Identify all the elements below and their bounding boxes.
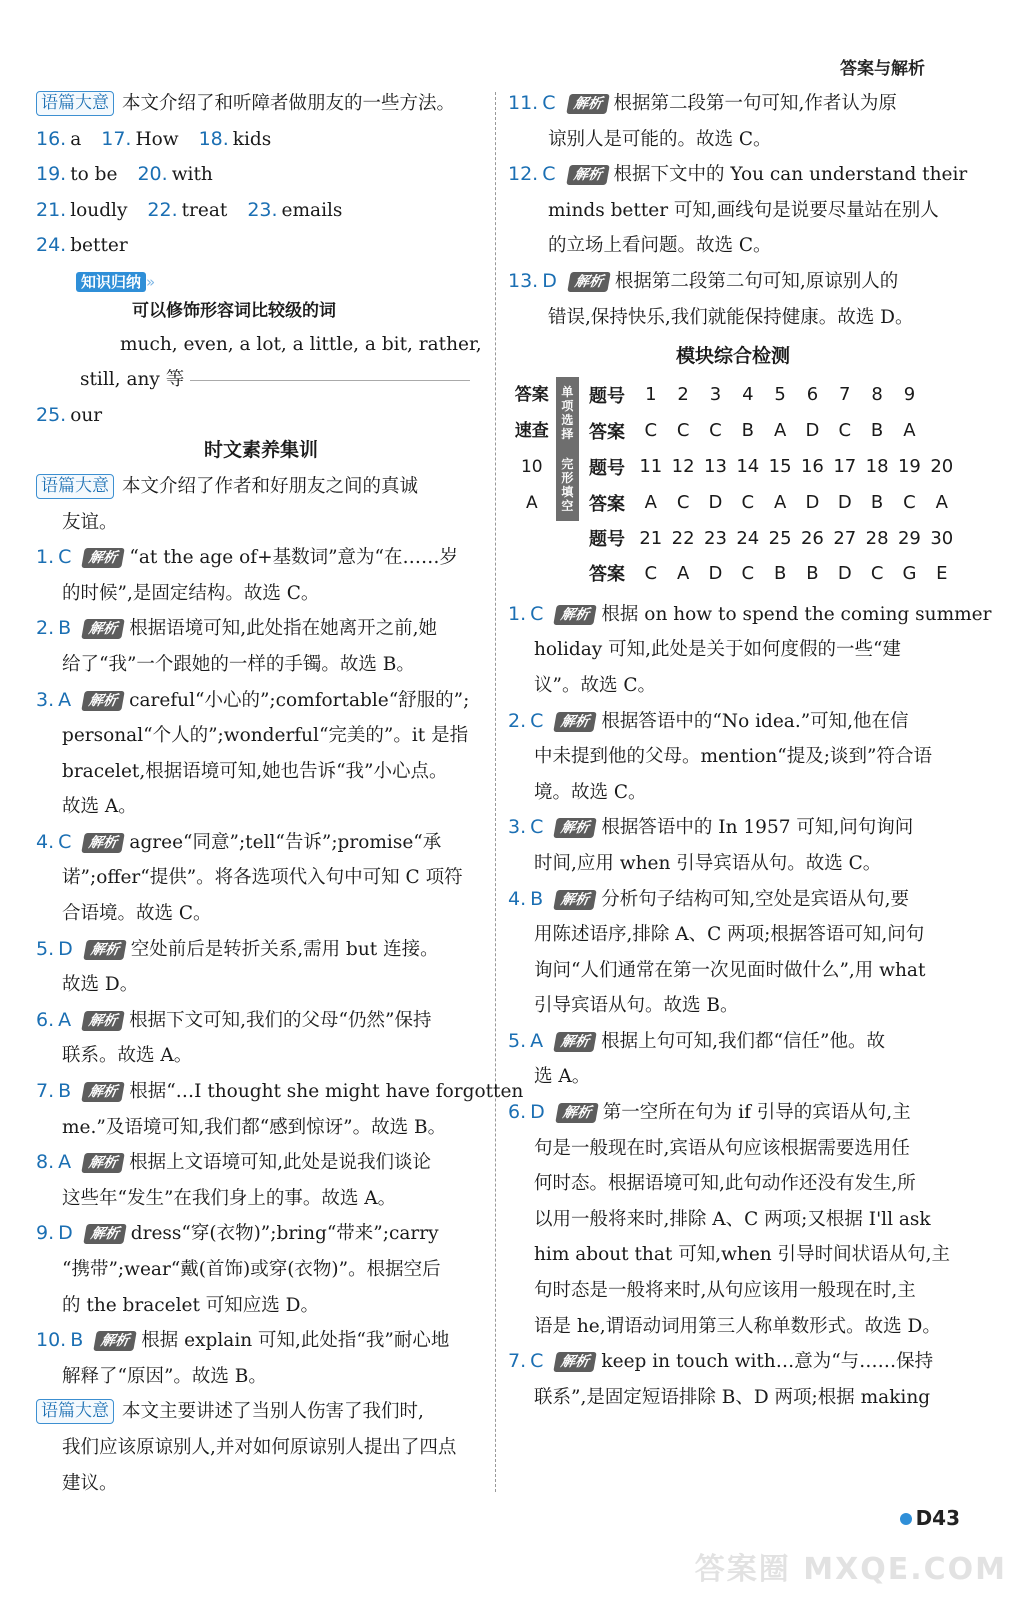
answer-cell: D	[805, 492, 820, 514]
question-number: 12	[671, 456, 695, 478]
answer-item-cont	[36, 1181, 486, 1217]
answer-item-cont	[36, 754, 486, 790]
item-answer: C	[530, 1350, 544, 1373]
item-answer: a	[70, 128, 82, 150]
item-explanation: agree“同意”;tell“告诉”;promise“承	[129, 831, 442, 853]
analysis-tag: 解析	[83, 940, 127, 960]
question-number: 5	[774, 384, 786, 406]
item-answer: loudly	[70, 199, 128, 221]
analysis-tag: 解析	[94, 1331, 138, 1351]
item-number: 2.	[508, 709, 527, 732]
item-explanation: 合语境。故选 C。	[62, 903, 212, 925]
fill-row	[36, 228, 486, 264]
answer-item	[36, 825, 486, 861]
item-answer: kids	[232, 128, 272, 150]
item-number: 11.	[508, 92, 539, 114]
analysis-tag: 解析	[83, 1224, 127, 1244]
summary-2-cont: 友谊。	[62, 511, 118, 533]
answer-item-cont	[508, 1131, 958, 1167]
fill-row	[36, 193, 486, 229]
item-explanation: 故选 D。	[62, 974, 139, 996]
answer-item-cont	[508, 632, 958, 668]
page-dot-icon	[900, 1513, 912, 1525]
analysis-tag: 解析	[566, 94, 610, 114]
question-number: 6	[806, 384, 819, 406]
section-title-reading: 时文素养集训	[203, 439, 318, 462]
question-number: 11	[639, 456, 663, 478]
summary-tag: 语篇大意	[36, 474, 114, 499]
item-number: 5.	[508, 1029, 527, 1052]
item-number: 5.	[36, 937, 55, 960]
item-number: 4.	[36, 830, 55, 853]
item-number: 24.	[36, 234, 67, 257]
column-divider	[495, 92, 496, 1492]
analysis-tag: 解析	[554, 605, 598, 625]
question-number: 13	[704, 456, 727, 478]
analysis-tag: 解析	[554, 1352, 598, 1372]
answer-item	[508, 1344, 958, 1380]
analysis-tag: 解析	[82, 548, 126, 568]
answer-item-cont	[36, 1110, 486, 1146]
page-header: 答案与解析	[840, 59, 925, 79]
question-number: 21	[639, 527, 663, 549]
item-explanation: 诺”;offer“提供”。将各选项代入句中可知 C 项符	[62, 867, 463, 889]
item-explanation: 选 A。	[534, 1066, 591, 1088]
item-explanation: “携带”;wear“戴(首饰)或穿(衣物)”。根据空后	[62, 1259, 441, 1280]
analysis-tag: 解析	[554, 818, 598, 838]
item-answer: A	[58, 688, 72, 711]
analysis-tag: 解析	[555, 1103, 599, 1123]
answer-item	[508, 157, 968, 193]
answer-item	[36, 1216, 486, 1252]
answer-item	[36, 1145, 486, 1181]
knowledge-title: 可以修饰形容词比较级的词	[132, 300, 336, 321]
answer-item-cont	[508, 193, 958, 229]
item-answer: D	[542, 269, 557, 292]
analysis-tag: 解析	[567, 272, 611, 292]
question-number: 4	[742, 384, 754, 406]
item-number: 2.	[36, 617, 55, 640]
item-answer: with	[171, 164, 213, 186]
item-explanation: 根据语境可知,此处指在她离开之前,她	[129, 618, 437, 640]
category-cloze: 完 形 填 空	[556, 449, 580, 521]
category-reading: 阅 读 理 解	[508, 521, 579, 591]
item-number: 3.	[508, 816, 527, 839]
right-answer-list	[508, 597, 992, 1416]
answer-item-cont	[36, 576, 486, 612]
item-explanation: 句是一般现在时,宾语从句应该根据需要选用任	[534, 1137, 910, 1159]
answer-item-cont	[508, 846, 958, 882]
item-number: 3.	[36, 688, 55, 711]
answer-cell: C	[644, 562, 658, 584]
answer-item-cont	[508, 1309, 958, 1345]
item-explanation: 询问“人们通常在第一次见面时做什么”,用 what	[534, 959, 926, 981]
answer-cell: B	[806, 562, 819, 584]
question-number: 1	[645, 384, 657, 406]
answer-cell: A	[525, 492, 538, 513]
analysis-tag: 解析	[553, 1032, 597, 1052]
answer-item-cont	[508, 1237, 958, 1273]
analysis-tag: 解析	[81, 1153, 125, 1173]
knowledge-line-2: still, any 等	[36, 362, 486, 398]
answer-cell: C	[838, 420, 852, 442]
answer-label: 答案	[588, 421, 625, 443]
item-answer: C	[58, 830, 72, 853]
answer-item-cont	[36, 860, 486, 896]
question-number: 26	[800, 527, 824, 549]
answer-cell: C	[741, 562, 755, 584]
item-explanation: 故选 A。	[62, 796, 137, 818]
question-number: 3	[709, 384, 722, 406]
item-25: 25. our	[36, 403, 103, 426]
item-explanation: holiday 可知,此处是关于如何度假的一些“建	[534, 639, 901, 661]
answer-cell: D	[805, 420, 820, 442]
item-explanation: 根据第二段第一句可知,作者认为原	[613, 93, 897, 114]
question-number: 10	[520, 456, 543, 477]
item-number: 6.	[36, 1008, 55, 1031]
question-number-label: 题号	[588, 385, 625, 407]
left-answer-list	[36, 540, 524, 1394]
item-explanation: 引导宾语从句。故选 B。	[534, 995, 739, 1017]
answer-cell: D	[837, 492, 852, 514]
item-explanation: 根据上句可知,我们都“信任”他。故	[601, 1030, 885, 1052]
answer-label: 答案	[588, 493, 625, 515]
question-number: 14	[736, 456, 760, 478]
answer-item-cont	[36, 1038, 486, 1074]
answer-cell: D	[708, 492, 723, 514]
question-number-label: 题号	[588, 529, 625, 551]
answer-item	[36, 1003, 486, 1039]
question-number: 23	[704, 527, 727, 549]
question-number: 25	[768, 527, 792, 549]
item-explanation: 根据 on how to spend the coming summer	[601, 603, 992, 625]
question-number: 24	[736, 527, 760, 549]
item-answer: treat	[181, 199, 228, 221]
analysis-tag: 解析	[82, 833, 126, 853]
item-number: 10.	[36, 1329, 67, 1352]
item-number: 1.	[36, 546, 55, 569]
watermark-logo: 答案圈 MXQE.COM	[694, 1552, 1007, 1587]
answer-item-cont	[508, 1059, 958, 1095]
item-explanation: 错误,保持快乐,我们就能保持健康。故选 D。	[548, 306, 914, 328]
item-answer: B	[70, 1329, 84, 1352]
item-answer: C	[530, 602, 544, 625]
item-answer: C	[530, 709, 544, 732]
item-answer: B	[530, 887, 544, 910]
item-number: 12.	[508, 163, 539, 186]
answer-item	[36, 540, 486, 576]
item-explanation: 的时候”,是固定结构。故选 C。	[62, 582, 320, 604]
answer-cell: B	[870, 420, 884, 442]
answer-item-cont	[508, 917, 958, 953]
answer-item	[36, 932, 486, 968]
item-explanation: 这些年“发生”在我们身上的事。故选 A。	[62, 1187, 397, 1209]
item-explanation: 时间,应用 when 引导宾语从句。故选 C。	[534, 852, 882, 874]
answer-item-cont	[508, 1166, 958, 1202]
answer-cell: B	[773, 562, 787, 584]
question-number: 29	[897, 527, 921, 549]
item-explanation: 分析句子结构可知,空处是宾语从句,要	[601, 888, 909, 910]
answer-cell: A	[903, 420, 916, 442]
answer-cell: C	[676, 492, 690, 514]
item-number: 23.	[247, 198, 278, 221]
answer-cell: G	[902, 562, 917, 584]
answer-item-cont	[508, 1202, 958, 1238]
right-column	[508, 86, 992, 1415]
answer-item-cont	[36, 896, 486, 932]
item-explanation: 根据第二段第二句可知,原谅别人的	[614, 270, 899, 292]
item-explanation: “at the age of+基数词”意为“在……岁	[129, 547, 459, 569]
answer-item	[508, 1024, 958, 1060]
answer-item-cont	[36, 1359, 486, 1395]
answer-item	[508, 86, 958, 122]
item-number: 21.	[36, 198, 67, 221]
answer-cell: A	[773, 492, 787, 514]
question-number: 2	[677, 384, 689, 406]
item-explanation: 谅别人是可能的。故选 C。	[548, 128, 772, 150]
question-number: 8	[871, 384, 883, 406]
summary-3-cont: 我们应该原谅别人,并对如何原谅别人提出了四点	[62, 1436, 457, 1458]
answer-item-cont	[508, 122, 958, 158]
summary-3: 语篇大意 本文主要讲述了当别人伤害了我们时,	[36, 1394, 486, 1430]
answer-item	[36, 611, 486, 647]
item-explanation: 何时态。根据语境可知,此句动作还没有发生,所	[534, 1173, 916, 1195]
item-explanation: 根据答语中的 In 1957 可知,问句询问	[601, 817, 914, 839]
item-explanation: 解释了“原因”。故选 B。	[62, 1365, 267, 1387]
item-answer: C	[530, 816, 544, 839]
item-number: 22.	[147, 198, 178, 221]
summary-tag: 语篇大意	[36, 91, 114, 116]
item-explanation: 第一空所在句为 if 引导的宾语从句,主	[602, 1102, 911, 1124]
question-number: 20	[930, 456, 954, 478]
answer-quick-table	[508, 377, 958, 591]
answer-cell: C	[741, 492, 755, 514]
item-number: 1.	[508, 602, 527, 625]
answer-item	[508, 597, 992, 633]
item-number: 4.	[508, 887, 527, 910]
item-answer: C	[58, 546, 72, 569]
analysis-tag: 解析	[566, 165, 610, 185]
answer-item	[36, 1323, 486, 1359]
fill-row	[36, 122, 486, 158]
answer-cell: D	[708, 562, 723, 584]
item-answer: A	[58, 1008, 72, 1031]
item-explanation: 根据下文可知,我们的父母“仍然”保持	[129, 1009, 432, 1031]
answer-item-cont	[36, 967, 486, 1003]
question-number-label: 题号	[588, 457, 625, 479]
item-number: 16.	[36, 127, 67, 150]
right-top-answer-list	[508, 86, 968, 335]
summary-tag: 语篇大意	[36, 1399, 114, 1424]
question-number: 15	[768, 456, 792, 478]
double-chevron-icon: »	[146, 272, 156, 291]
item-number: 18.	[198, 127, 229, 150]
item-number: 9.	[36, 1222, 55, 1245]
item-answer: D	[58, 1222, 73, 1245]
answer-item	[36, 683, 486, 719]
item-explanation: 的 the bracelet 可知应选 D。	[62, 1294, 319, 1316]
item-answer: B	[58, 1080, 72, 1103]
item-explanation: me.”及语境可知,我们都“感到惊讶”。故选 B。	[62, 1116, 447, 1138]
answer-item-cont	[508, 1273, 958, 1309]
item-number: 19.	[36, 163, 67, 186]
knowledge-line-1: much, even, a lot, a little, a bit, rather,	[120, 333, 482, 355]
answer-cell: E	[936, 562, 948, 584]
question-number: 27	[833, 527, 857, 549]
answer-item-cont	[36, 647, 486, 683]
answer-item-cont	[508, 739, 958, 775]
answer-item	[508, 264, 958, 300]
item-number: 8.	[36, 1151, 55, 1174]
analysis-tag: 解析	[81, 619, 125, 639]
item-answer: How	[135, 128, 179, 150]
answer-item-cont	[508, 1380, 958, 1416]
item-explanation: 根据答语中的“No idea.”可知,他在信	[601, 710, 909, 732]
item-explanation: 用陈述语序,排除 A、C 两项;根据答语可知,问句	[534, 924, 925, 946]
item-number: 20.	[137, 163, 168, 186]
item-answer: emails	[281, 199, 343, 221]
summary-2: 语篇大意 本文介绍了作者和好朋友之间的真诚	[36, 469, 486, 505]
answer-item-cont	[508, 775, 958, 811]
answer-cell: B	[741, 420, 754, 442]
knowledge-rule	[190, 380, 470, 381]
item-answer: C	[542, 92, 556, 114]
answer-item-cont	[36, 718, 486, 754]
summary-3-cont: 建议。	[62, 1472, 118, 1494]
item-answer: C	[542, 163, 556, 186]
answer-item	[508, 1095, 958, 1131]
answer-item-cont	[36, 1252, 486, 1288]
answer-cell: C	[709, 420, 722, 442]
summary-1: 语篇大意 本文介绍了和听障者做朋友的一些方法。	[36, 86, 486, 122]
fill-row	[36, 157, 486, 193]
item-explanation: 境。故选 C。	[534, 781, 647, 803]
question-number: 30	[930, 527, 954, 549]
item-explanation: 联系”,是固定短语排除 B、D 两项;根据 making	[534, 1386, 931, 1408]
item-explanation: 给了“我”一个跟她的一样的手镯。故选 B。	[62, 653, 415, 675]
item-explanation: him about that 可知,when 引导时间状语从句,主	[534, 1244, 950, 1266]
item-explanation: bracelet,根据语境可知,她也告诉“我”小心点。	[62, 760, 448, 782]
analysis-tag: 解析	[81, 1082, 125, 1102]
section-title-module-test: 模块综合检测	[675, 345, 790, 368]
item-answer: to be	[70, 164, 118, 186]
item-explanation: 议”。故选 C。	[534, 674, 656, 696]
item-number: 7.	[36, 1080, 55, 1103]
item-explanation: 中未提到他的父母。mention“提及;谈到”符合语	[534, 746, 932, 768]
answer-label: 答案	[588, 564, 625, 586]
answer-cell: D	[837, 562, 852, 584]
item-explanation: 根据 explain 可知,此处指“我”耐心地	[141, 1330, 450, 1352]
answer-cell: C	[676, 420, 690, 442]
item-answer: B	[58, 617, 72, 640]
answer-item	[508, 882, 958, 918]
answer-item-cont	[508, 668, 958, 704]
item-answer: A	[530, 1029, 544, 1052]
answer-item-cont	[36, 789, 486, 825]
knowledge-tag: 知识归纳	[76, 272, 146, 292]
item-explanation: 根据下文中的 You can understand their	[613, 164, 968, 186]
question-number: 18	[865, 456, 889, 478]
answer-item-cont	[508, 988, 958, 1024]
item-explanation: 联系。故选 A。	[62, 1045, 193, 1067]
question-number: 17	[833, 456, 857, 478]
answer-item-cont	[36, 1288, 486, 1324]
item-explanation: 以用一般将来时,排除 A、C 两项;又根据 I'll ask	[534, 1208, 931, 1230]
item-number: 17.	[101, 127, 132, 150]
analysis-tag: 解析	[554, 712, 598, 732]
item-explanation: keep in touch with…意为“与……保持	[601, 1351, 934, 1373]
answer-item	[508, 810, 958, 846]
item-answer: A	[58, 1151, 72, 1174]
answer-cell: B	[870, 492, 884, 514]
question-number: 19	[897, 456, 921, 478]
item-explanation: 语是 he,谓语动词用第三人称单数形式。故选 D。	[534, 1315, 941, 1337]
answer-item	[36, 1074, 524, 1110]
item-explanation: minds better 可知,画线句是说要尽量站在别人	[548, 199, 939, 221]
item-explanation: dress“穿(衣物)”;bring“带来”;carry	[130, 1223, 439, 1245]
answer-cell: C	[903, 492, 916, 514]
analysis-tag: 解析	[81, 1011, 125, 1031]
answer-item-cont	[508, 300, 958, 336]
item-number: 7.	[508, 1350, 527, 1373]
category-single-choice: 单 项 选 择	[556, 377, 580, 449]
question-number: 22	[671, 527, 695, 549]
quick-label: 答案 速查	[514, 384, 549, 441]
item-number: 13.	[508, 269, 539, 292]
fill-in-answers	[36, 122, 486, 264]
question-number: 16	[800, 456, 824, 478]
question-number: 9	[903, 384, 916, 406]
item-answer: D	[530, 1101, 545, 1124]
item-answer: D	[58, 937, 73, 960]
analysis-tag: 解析	[81, 691, 125, 711]
answer-cell: A	[773, 420, 787, 442]
item-explanation: 根据上文语境可知,此处是说我们谈论	[129, 1152, 432, 1174]
page-number: D43	[900, 1506, 960, 1530]
item-explanation: personal“个人的”;wonderful“完美的”。it 是指	[62, 725, 469, 747]
item-answer: better	[70, 235, 128, 257]
answer-item	[508, 704, 958, 740]
question-number: 28	[865, 527, 889, 549]
item-number: 6.	[508, 1101, 527, 1124]
analysis-tag: 解析	[553, 890, 597, 910]
answer-cell: A	[935, 492, 948, 514]
answer-item-cont	[508, 953, 958, 989]
question-number: 7	[839, 384, 851, 406]
item-explanation: 根据“…I thought she might have forgotten	[129, 1081, 524, 1103]
answer-cell: C	[870, 562, 884, 584]
answer-cell: C	[644, 420, 658, 442]
item-explanation: 句时态是一般将来时,从句应该用一般现在时,主	[534, 1280, 916, 1302]
item-explanation: careful“小心的”;comfortable“舒服的”;	[129, 689, 470, 711]
item-explanation: 空处前后是转折关系,需用 but 连接。	[130, 938, 439, 960]
item-explanation: 的立场上看问题。故选 C。	[548, 235, 772, 257]
answer-cell: A	[644, 492, 657, 514]
answer-cell: A	[676, 562, 690, 584]
answer-item-cont	[508, 228, 958, 264]
